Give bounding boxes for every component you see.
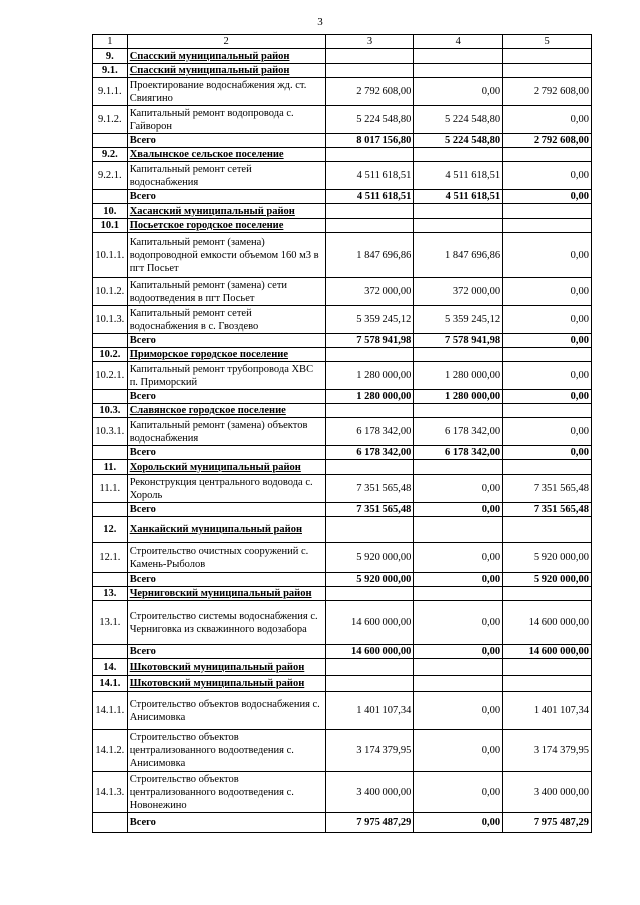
value-col-3: 4 511 618,51 — [325, 162, 414, 190]
row-number: 14.1. — [93, 676, 128, 692]
value-col-4: 0,00 — [414, 503, 503, 517]
value-col-5 — [503, 49, 592, 64]
value-col-5: 14 600 000,00 — [503, 645, 592, 659]
value-col-5 — [503, 204, 592, 219]
row-name: Спасский муниципальный район — [127, 49, 325, 64]
value-col-5: 14 600 000,00 — [503, 601, 592, 645]
value-col-4 — [414, 659, 503, 676]
section-row — [93, 219, 592, 233]
value-col-5: 0,00 — [503, 334, 592, 348]
section-row — [93, 348, 592, 362]
row-name: Строительство системы водоснабжения с. Черниговка из скважинного водозабора — [127, 601, 325, 645]
value-col-4: 0,00 — [414, 645, 503, 659]
value-col-3: 5 920 000,00 — [325, 543, 414, 573]
value-col-4 — [414, 676, 503, 692]
table-row — [93, 601, 592, 645]
row-number: 10.1 — [93, 219, 128, 233]
table-row — [93, 362, 592, 390]
value-col-5: 7 351 565,48 — [503, 475, 592, 503]
value-col-5: 3 174 379,95 — [503, 730, 592, 772]
value-col-3 — [325, 64, 414, 78]
value-col-5: 2 792 608,00 — [503, 78, 592, 106]
row-number — [93, 645, 128, 659]
value-col-4: 1 280 000,00 — [414, 362, 503, 390]
value-col-3 — [325, 659, 414, 676]
row-number: 14. — [93, 659, 128, 676]
row-number: 13.1. — [93, 601, 128, 645]
row-name: Шкотовский муниципальный район — [127, 659, 325, 676]
row-name: Славянское городское поселение — [127, 404, 325, 418]
value-col-4: 6 178 342,00 — [414, 418, 503, 446]
value-col-3 — [325, 517, 414, 543]
value-col-5 — [503, 460, 592, 475]
value-col-4: 4 511 618,51 — [414, 190, 503, 204]
row-name: Капитальный ремонт сетей водоснабжения в с. Гвоздево — [127, 306, 325, 334]
value-col-5: 7 351 565,48 — [503, 503, 592, 517]
value-col-4: 372 000,00 — [414, 278, 503, 306]
row-number — [93, 134, 128, 148]
row-number — [93, 390, 128, 404]
row-name: Всего — [127, 503, 325, 517]
row-name: Ханкайский муниципальный район — [127, 517, 325, 543]
value-col-5: 0,00 — [503, 362, 592, 390]
section-row — [93, 587, 592, 601]
table-row — [93, 475, 592, 503]
value-col-4: 0,00 — [414, 730, 503, 772]
row-number: 13. — [93, 587, 128, 601]
table-row — [93, 772, 592, 813]
row-name: Хасанский муниципальный район — [127, 204, 325, 219]
row-number: 11. — [93, 460, 128, 475]
section-row — [93, 676, 592, 692]
section-row — [93, 460, 592, 475]
value-col-3 — [325, 460, 414, 475]
row-name: Всего — [127, 446, 325, 460]
section-row — [93, 404, 592, 418]
value-col-5 — [503, 517, 592, 543]
row-number: 14.1.1. — [93, 692, 128, 730]
value-col-4 — [414, 517, 503, 543]
value-col-5 — [503, 148, 592, 162]
value-col-4 — [414, 64, 503, 78]
row-number — [93, 334, 128, 348]
value-col-5: 3 400 000,00 — [503, 772, 592, 813]
row-number: 14.1.3. — [93, 772, 128, 813]
value-col-5 — [503, 219, 592, 233]
row-name: Всего — [127, 645, 325, 659]
value-col-4: 6 178 342,00 — [414, 446, 503, 460]
row-number: 10.1.1. — [93, 233, 128, 278]
value-col-3 — [325, 204, 414, 219]
row-name: Капитальный ремонт (замена) водопроводной емкости объемом 160 м3 в пгт Посьет — [127, 233, 325, 278]
value-col-3: 5 224 548,80 — [325, 106, 414, 134]
row-name: Всего — [127, 573, 325, 587]
value-col-5: 5 920 000,00 — [503, 573, 592, 587]
row-name: Капитальный ремонт водопровода с. Гайворон — [127, 106, 325, 134]
row-number: 10. — [93, 204, 128, 219]
row-name: Черниговский муниципальный район — [127, 587, 325, 601]
value-col-4: 0,00 — [414, 543, 503, 573]
value-col-5: 5 920 000,00 — [503, 543, 592, 573]
value-col-4: 5 224 548,80 — [414, 106, 503, 134]
row-number — [93, 190, 128, 204]
total-row — [93, 134, 592, 148]
value-col-3 — [325, 219, 414, 233]
value-col-5 — [503, 659, 592, 676]
value-col-5: 0,00 — [503, 106, 592, 134]
row-number: 9.1.1. — [93, 78, 128, 106]
value-col-3: 4 511 618,51 — [325, 190, 414, 204]
value-col-3: 5 920 000,00 — [325, 573, 414, 587]
row-number: 14.1.2. — [93, 730, 128, 772]
row-name: Всего — [127, 813, 325, 833]
value-col-4 — [414, 404, 503, 418]
row-number: 12.1. — [93, 543, 128, 573]
row-number: 12. — [93, 517, 128, 543]
value-col-3: 1 847 696,86 — [325, 233, 414, 278]
value-col-3: 1 280 000,00 — [325, 362, 414, 390]
row-name: Хорольский муниципальный район — [127, 460, 325, 475]
row-number: 10.2. — [93, 348, 128, 362]
row-name: Приморское городское поселение — [127, 348, 325, 362]
row-name: Строительство объектов водоснабжения с. Анисимовка — [127, 692, 325, 730]
row-number: 10.3.1. — [93, 418, 128, 446]
value-col-3 — [325, 404, 414, 418]
value-col-4: 0,00 — [414, 573, 503, 587]
value-col-5: 0,00 — [503, 390, 592, 404]
value-col-3 — [325, 148, 414, 162]
row-name: Хвалынское сельское поселение — [127, 148, 325, 162]
row-number — [93, 813, 128, 833]
value-col-5: 2 792 608,00 — [503, 134, 592, 148]
row-name: Всего — [127, 334, 325, 348]
row-name: Спасский муниципальный район — [127, 64, 325, 78]
row-name: Проектирование водоснабжения жд. ст. Свиягино — [127, 78, 325, 106]
total-row — [93, 446, 592, 460]
value-col-3: 7 578 941,98 — [325, 334, 414, 348]
row-number — [93, 503, 128, 517]
table-row — [93, 730, 592, 772]
value-col-3: 3 174 379,95 — [325, 730, 414, 772]
value-col-4 — [414, 204, 503, 219]
row-number: 9.1.2. — [93, 106, 128, 134]
value-col-4 — [414, 49, 503, 64]
value-col-5 — [503, 64, 592, 78]
value-col-4: 0,00 — [414, 78, 503, 106]
table-row — [93, 233, 592, 278]
value-col-5: 0,00 — [503, 306, 592, 334]
total-row — [93, 573, 592, 587]
row-number: 9.1. — [93, 64, 128, 78]
table-row — [93, 106, 592, 134]
section-row — [93, 148, 592, 162]
value-col-3: 6 178 342,00 — [325, 446, 414, 460]
value-col-3: 5 359 245,12 — [325, 306, 414, 334]
value-col-3: 8 017 156,80 — [325, 134, 414, 148]
value-col-4: 0,00 — [414, 475, 503, 503]
total-row — [93, 813, 592, 833]
value-col-3: 1 280 000,00 — [325, 390, 414, 404]
table-row — [93, 78, 592, 106]
row-number: 10.1.2. — [93, 278, 128, 306]
row-name: Шкотовский муниципальный район — [127, 676, 325, 692]
table-row — [93, 692, 592, 730]
value-col-4: 5 224 548,80 — [414, 134, 503, 148]
row-name: Посьетское городское поселение — [127, 219, 325, 233]
value-col-4: 0,00 — [414, 772, 503, 813]
value-col-3: 372 000,00 — [325, 278, 414, 306]
value-col-5: 0,00 — [503, 278, 592, 306]
value-col-5: 7 975 487,29 — [503, 813, 592, 833]
value-col-4 — [414, 148, 503, 162]
value-col-5 — [503, 676, 592, 692]
value-col-5: 0,00 — [503, 418, 592, 446]
section-row — [93, 659, 592, 676]
budget-table — [92, 34, 592, 833]
row-name: Всего — [127, 390, 325, 404]
row-number: 10.3. — [93, 404, 128, 418]
value-col-4: 7 578 941,98 — [414, 334, 503, 348]
section-row — [93, 204, 592, 219]
value-col-5: 0,00 — [503, 190, 592, 204]
value-col-4: 1 280 000,00 — [414, 390, 503, 404]
row-name: Всего — [127, 190, 325, 204]
table-row — [93, 162, 592, 190]
row-name: Всего — [127, 134, 325, 148]
value-col-3: 14 600 000,00 — [325, 601, 414, 645]
value-col-3: 2 792 608,00 — [325, 78, 414, 106]
value-col-5: 0,00 — [503, 233, 592, 278]
value-col-4 — [414, 348, 503, 362]
row-name: Реконструкция центрального водовода с. Хороль — [127, 475, 325, 503]
header-col-1: 1 — [93, 35, 128, 49]
page-number: 3 — [317, 16, 323, 28]
header-col-5: 5 — [503, 35, 592, 49]
value-col-5: 0,00 — [503, 446, 592, 460]
value-col-3 — [325, 348, 414, 362]
row-number — [93, 446, 128, 460]
row-name: Строительство объектов централизованного водоотведения с. Новонежино — [127, 772, 325, 813]
row-name: Капитальный ремонт сетей водоснабжения — [127, 162, 325, 190]
total-row — [93, 334, 592, 348]
value-col-5 — [503, 348, 592, 362]
row-number: 10.2.1. — [93, 362, 128, 390]
value-col-3: 14 600 000,00 — [325, 645, 414, 659]
row-name: Капитальный ремонт (замена) сети водоотведения в пгт Посьет — [127, 278, 325, 306]
value-col-3: 6 178 342,00 — [325, 418, 414, 446]
value-col-4 — [414, 587, 503, 601]
value-col-4: 0,00 — [414, 813, 503, 833]
total-row — [93, 503, 592, 517]
table-header-row — [93, 35, 592, 49]
value-col-3 — [325, 676, 414, 692]
value-col-3: 7 975 487,29 — [325, 813, 414, 833]
value-col-3: 1 401 107,34 — [325, 692, 414, 730]
row-number: 9. — [93, 49, 128, 64]
total-row — [93, 645, 592, 659]
row-number: 10.1.3. — [93, 306, 128, 334]
value-col-4: 5 359 245,12 — [414, 306, 503, 334]
table-row — [93, 278, 592, 306]
value-col-3: 3 400 000,00 — [325, 772, 414, 813]
table-row — [93, 306, 592, 334]
value-col-4: 0,00 — [414, 601, 503, 645]
value-col-5 — [503, 404, 592, 418]
row-number: 9.2.1. — [93, 162, 128, 190]
value-col-4: 0,00 — [414, 692, 503, 730]
section-row — [93, 517, 592, 543]
total-row — [93, 190, 592, 204]
header-col-2: 2 — [127, 35, 325, 49]
row-name: Капитальный ремонт (замена) объектов водоснабжения — [127, 418, 325, 446]
row-name: Капитальный ремонт трубопровода ХВС п. Приморский — [127, 362, 325, 390]
row-number: 11.1. — [93, 475, 128, 503]
value-col-4: 1 847 696,86 — [414, 233, 503, 278]
value-col-4 — [414, 460, 503, 475]
total-row — [93, 390, 592, 404]
table-row — [93, 543, 592, 573]
value-col-4: 4 511 618,51 — [414, 162, 503, 190]
value-col-3 — [325, 49, 414, 64]
row-number: 9.2. — [93, 148, 128, 162]
value-col-4 — [414, 219, 503, 233]
section-row — [93, 49, 592, 64]
table-row — [93, 418, 592, 446]
row-number — [93, 573, 128, 587]
row-name: Строительство объектов централизованного водоотведения с. Анисимовка — [127, 730, 325, 772]
section-row — [93, 64, 592, 78]
value-col-3 — [325, 587, 414, 601]
header-col-3: 3 — [325, 35, 414, 49]
value-col-3: 7 351 565,48 — [325, 503, 414, 517]
value-col-5: 0,00 — [503, 162, 592, 190]
value-col-5: 1 401 107,34 — [503, 692, 592, 730]
row-name: Строительство очистных сооружений с. Камень-Рыболов — [127, 543, 325, 573]
value-col-3: 7 351 565,48 — [325, 475, 414, 503]
value-col-5 — [503, 587, 592, 601]
header-col-4: 4 — [414, 35, 503, 49]
